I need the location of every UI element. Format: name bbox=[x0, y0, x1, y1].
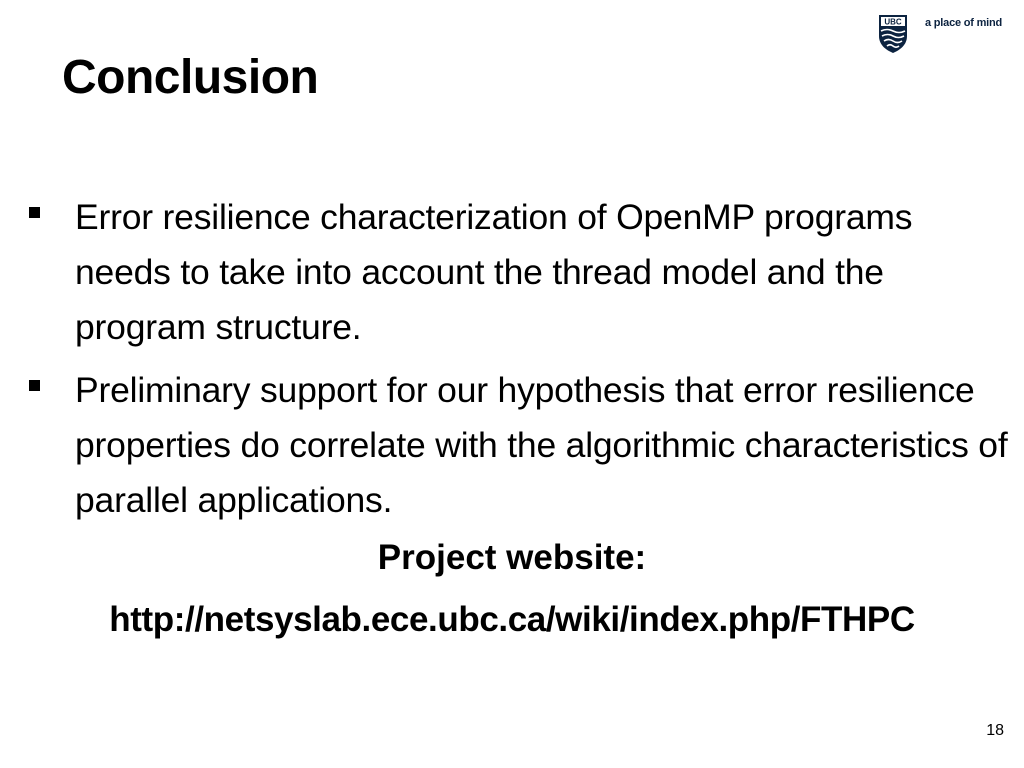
ubc-crest-icon bbox=[878, 14, 908, 54]
website-label: Project website: bbox=[377, 538, 647, 577]
bullet-item bbox=[24, 190, 1014, 355]
logo-text: UBC bbox=[884, 17, 902, 27]
square-bullet-icon bbox=[29, 380, 40, 391]
page-number: 18 bbox=[986, 722, 1004, 739]
logo-tagline: a place of mind bbox=[925, 17, 1003, 29]
ubc-logo bbox=[878, 14, 1018, 56]
bullet-list bbox=[24, 190, 1014, 536]
bullet-text: Error resilience characterization of OpenMP programs needs to take into account the thread model and the program structure. bbox=[75, 197, 913, 347]
bullet-item bbox=[24, 363, 1014, 528]
website-url[interactable]: http://netsyslab.ece.ubc.ca/wiki/index.php/FTHPC bbox=[109, 600, 915, 639]
square-bullet-icon bbox=[29, 207, 40, 218]
bullet-text: Preliminary support for our hypothesis that error resilience properties do correlate with the algorithmic characteristics of parallel applications. bbox=[75, 370, 1008, 520]
slide-title: Conclusion bbox=[62, 51, 319, 104]
